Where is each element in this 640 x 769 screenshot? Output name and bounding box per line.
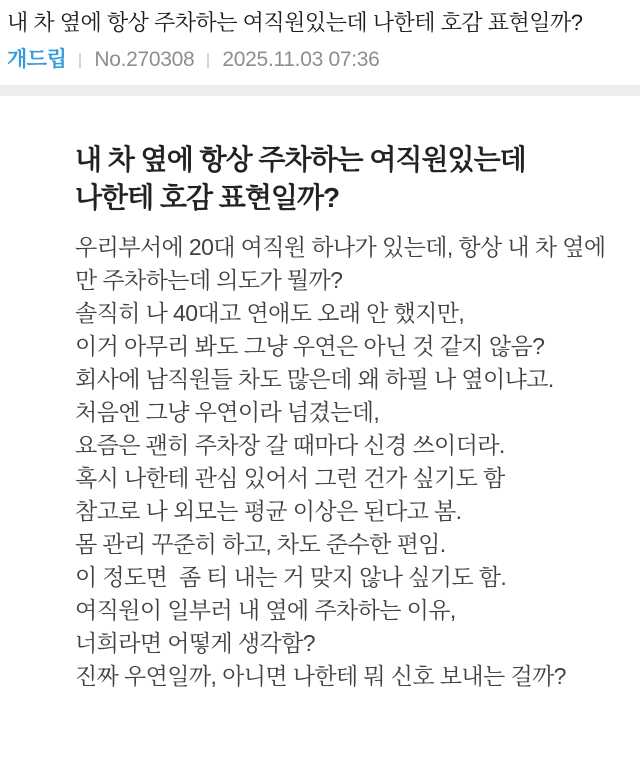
body-line: 몸 관리 꾸준히 하고, 차도 준수한 편임. xyxy=(75,531,446,557)
body-line: 솔직히 나 40대고 연애도 오래 안 했지만, xyxy=(75,300,465,326)
post-header xyxy=(0,0,640,85)
meta-divider xyxy=(79,53,81,68)
post-body-image xyxy=(0,96,640,693)
section-divider-band xyxy=(0,85,640,96)
body-line: 회사에 남직원들 차도 많은데 왜 하필 나 옆이냐고. xyxy=(75,366,554,392)
body-line: 여직원이 일부러 내 옆에 주차하는 이유, xyxy=(75,597,456,623)
body-line: 우리부서에 20대 여직원 하나가 있는데, 항상 내 차 옆에 xyxy=(75,234,606,260)
meta-divider xyxy=(207,53,209,68)
body-line: 혹시 나한테 관심 있어서 그런 건가 싶기도 함 xyxy=(75,465,505,491)
content-body xyxy=(75,231,620,693)
content-title-line2: 나한테 호감 표현일까? xyxy=(75,182,340,213)
body-line: 진짜 우연일까, 아니면 나한테 뭐 신호 보내는 걸까? xyxy=(75,663,566,689)
content-title xyxy=(75,141,620,217)
page-title: 내 차 옆에 항상 주차하는 여직원있는데 나한테 호감 표현일까? xyxy=(7,10,583,35)
post-meta-row xyxy=(7,48,632,85)
board-name-link[interactable]: 개드립 xyxy=(7,48,67,71)
post-timestamp: 2025.11.03 07:36 xyxy=(222,48,380,71)
body-line: 이 정도면 좀 티 내는 거 맞지 않나 싶기도 함. xyxy=(75,564,507,590)
content-title-line1: 내 차 옆에 항상 주차하는 여직원있는데 xyxy=(75,144,526,175)
body-line: 이거 아무리 봐도 그냥 우연은 아닌 것 같지 않음? xyxy=(75,333,545,359)
body-line: 너희라면 어떻게 생각함? xyxy=(75,630,315,656)
body-line: 참고로 나 외모는 평균 이상은 된다고 봄. xyxy=(75,498,462,524)
body-line: 만 주차하는데 의도가 뭘까? xyxy=(75,267,343,293)
body-line: 처음엔 그냥 우연이라 넘겼는데, xyxy=(75,399,380,425)
body-line: 요즘은 괜히 주차장 갈 때마다 신경 쓰이더라. xyxy=(75,432,505,458)
post-number: No.270308 xyxy=(94,48,195,71)
